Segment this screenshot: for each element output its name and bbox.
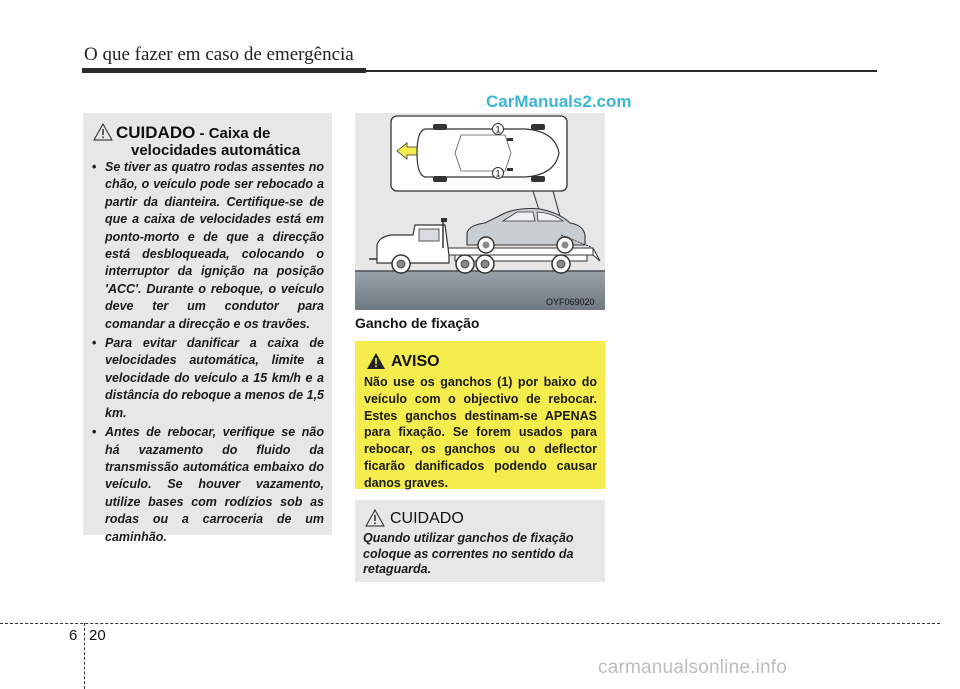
caution-title-sub2: velocidades automática: [131, 142, 301, 159]
hook-marker-label: 1: [495, 124, 501, 135]
illustration-svg: [355, 113, 605, 310]
caution-bullet: • Se tiver as quatro rodas assentes no chão, o veículo pode ser rebocado a partir da dianteira. Certifique-se de que a caixa de velocidades está em ponto-morto e de que a direcção está desbloqueada, colocando o interruptor da ignição na posição 'ACC'. Durante o reboque, o veículo deve ter um condutor para comandar a direcção e os travões.: [91, 159, 324, 333]
page-number: 20: [89, 627, 106, 644]
warning-triangle-icon: [365, 509, 385, 527]
warning-text: Não use os ganchos (1) por baixo do veículo com o objectivo de rebocar. Estes ganchos destinam-se APENAS para fixação. Se forem usados para rebocar, os ganchos ou o deflector ficarão danificados podendo causar danos graves.: [364, 375, 597, 490]
warning-title: AVISO: [391, 353, 440, 370]
header-rule-thick: [82, 68, 366, 73]
warning-triangle-icon: [366, 352, 386, 370]
caution-bullet: • Para evitar danificar a caixa de velocidades automática, limite a velocidade do veículo a 15 km/h e a distância do reboque a menos de 1,5 km.: [91, 335, 324, 422]
caution-title-sub1: Caixa de: [208, 125, 271, 142]
tow-truck-illustration: [355, 113, 605, 310]
chapter-number: 6: [69, 627, 78, 644]
caution-bullet: • Antes de rebocar, verifique se não há vazamento do fluido da transmissão automática embaixo do veículo. Se houver vazamento, utilize bases com rodízios sob as rodas ou a carroceria de um caminhão.: [91, 424, 324, 546]
watermark-link[interactable]: CarManuals2.com: [486, 92, 632, 111]
warning-box: [355, 341, 605, 489]
figure-code: OYF069020: [546, 297, 595, 307]
caution-title-main: CUIDADO: [116, 123, 196, 142]
caution-bullet-list: [91, 159, 324, 548]
footer-rule: [0, 623, 940, 624]
car-top-view: [417, 124, 559, 182]
header-title: O que fazer em caso de emergência: [84, 44, 354, 65]
caution-box-tie-down: [355, 500, 605, 582]
footer-divider: [84, 623, 85, 689]
figure-caption: Gancho de fixação: [355, 315, 480, 331]
caution-title-separator: -: [195, 125, 209, 142]
caution-text: Quando utilizar ganchos de fixação coloque as correntes no sentido da retaguarda.: [363, 531, 574, 576]
caution-title: [116, 123, 270, 143]
hook-marker-label: 1: [495, 168, 501, 179]
caution-title: CUIDADO: [390, 510, 464, 527]
caution-box-transmission: [83, 113, 332, 544]
header-rule-thin: [366, 70, 877, 72]
warning-triangle-icon: [93, 123, 113, 141]
site-watermark: carmanualsonline.info: [598, 657, 788, 678]
